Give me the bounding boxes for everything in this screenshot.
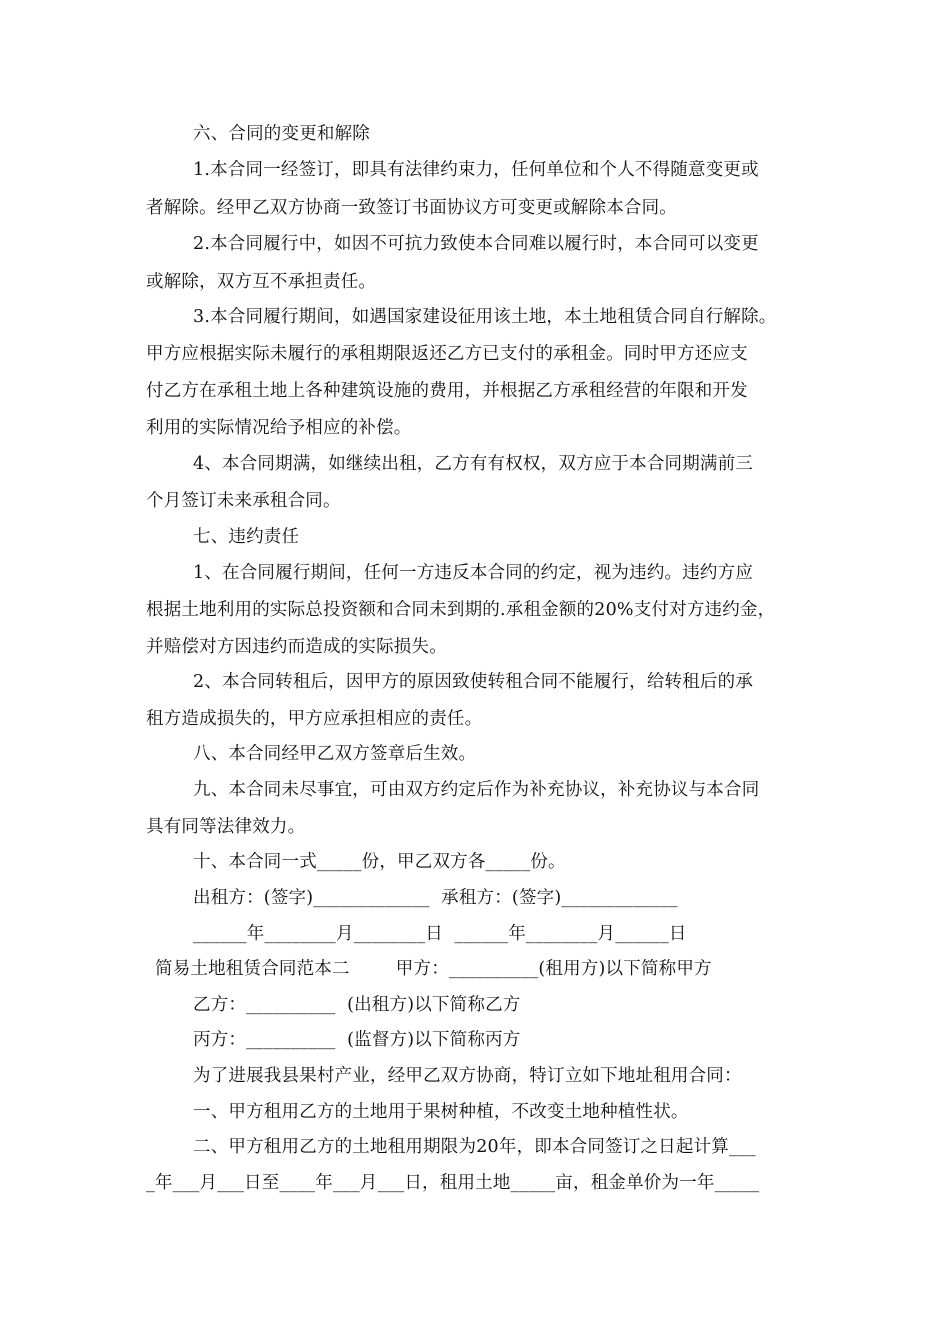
section-heading-6: 六、合同的变更和解除 — [193, 124, 370, 144]
clause-6-3-line-3: 付乙方在承租土地上各种建筑设施的费用，并根据乙方承租经营的年限和开发 — [146, 381, 748, 401]
section-heading-7: 七、违约责任 — [193, 527, 300, 547]
clause-7-1-line-1: 1、在合同履行期间，任何一方违反本合同的约定，视为违约。违约方应 — [193, 563, 754, 583]
clause-6-2-line-1: 2.本合同履行中，如因不可抗力致使本合同难以履行时，本合同可以变更 — [193, 234, 759, 254]
article-1-line: 一、甲方租用乙方的土地用于果树种植，不改变土地种植性状。 — [193, 1102, 689, 1122]
clause-7-2-line-1: 2、本合同转租后，因甲方的原因致使转租合同不能履行，给转租后的承 — [193, 672, 754, 692]
signature-line: 出租方：(签字)_____________ 承租方：(签字)_____________ — [193, 888, 678, 908]
clause-6-3-line-1: 3.本合同履行期间，如遇国家建设征用该土地，本土地租赁合同自行解除。 — [193, 307, 777, 327]
clause-9-line-1: 九、本合同未尽事宜，可由双方约定后作为补充协议，补充协议与本合同 — [193, 780, 760, 800]
clause-7-2-line-2: 租方造成损失的，甲方应承担相应的责任。 — [146, 709, 483, 729]
clause-6-1-line-1: 1.本合同一经签订，即具有法律约束力，任何单位和个人不得随意变更或 — [193, 160, 759, 180]
clause-10: 十、本合同一式_____份，甲乙双方各_____份。 — [193, 852, 566, 872]
clause-6-3-line-4: 利用的实际情况给予相应的补偿。 — [146, 418, 412, 438]
article-2-line-1: 二、甲方租用乙方的土地租用期限为20年，即本合同签订之日起计算___ — [193, 1137, 756, 1157]
article-2-line-2: _年___月___日至____年___月___日，租用土地_____亩，租金单价为一年_____ — [146, 1173, 760, 1193]
template-two-title-party-a: 简易土地租赁合同范本二 甲方：__________(租用方)以下简称甲方 — [155, 959, 712, 979]
clause-7-1-line-2: 根据土地利用的实际总投资额和合同未到期的.承租金额的20%支付对方违约金， — [146, 600, 776, 620]
clause-6-4-line-1: 4、本合同期满，如继续出租，乙方有有权权，双方应于本合同期满前三 — [193, 454, 754, 474]
party-b-line: 乙方：__________ (出租方)以下简称乙方 — [193, 995, 521, 1015]
clause-6-1-line-2: 者解除。经甲乙双方协商一致签订书面协议方可变更或解除本合同。 — [146, 198, 677, 218]
clause-7-1-line-3: 并赔偿对方因违约而造成的实际损失。 — [146, 637, 447, 657]
date-line: ______年________月________日 ______年________月______日 — [193, 924, 687, 944]
clause-6-4-line-2: 个月签订未来承租合同。 — [146, 491, 341, 511]
clause-6-3-line-2: 甲方应根据实际未履行的承租期限返还乙方已支付的承租金。同时甲方还应支 — [146, 344, 748, 364]
clause-9-line-2: 具有同等法律效力。 — [146, 817, 306, 837]
party-c-line: 丙方：__________ (监督方)以下简称丙方 — [193, 1030, 521, 1050]
clause-6-2-line-2: 或解除，双方互不承担责任。 — [146, 272, 377, 292]
preamble-line: 为了进展我县果村产业，经甲乙双方协商，特订立如下地址租用合同： — [193, 1066, 742, 1086]
section-heading-8: 八、本合同经甲乙双方签章后生效。 — [193, 744, 477, 764]
